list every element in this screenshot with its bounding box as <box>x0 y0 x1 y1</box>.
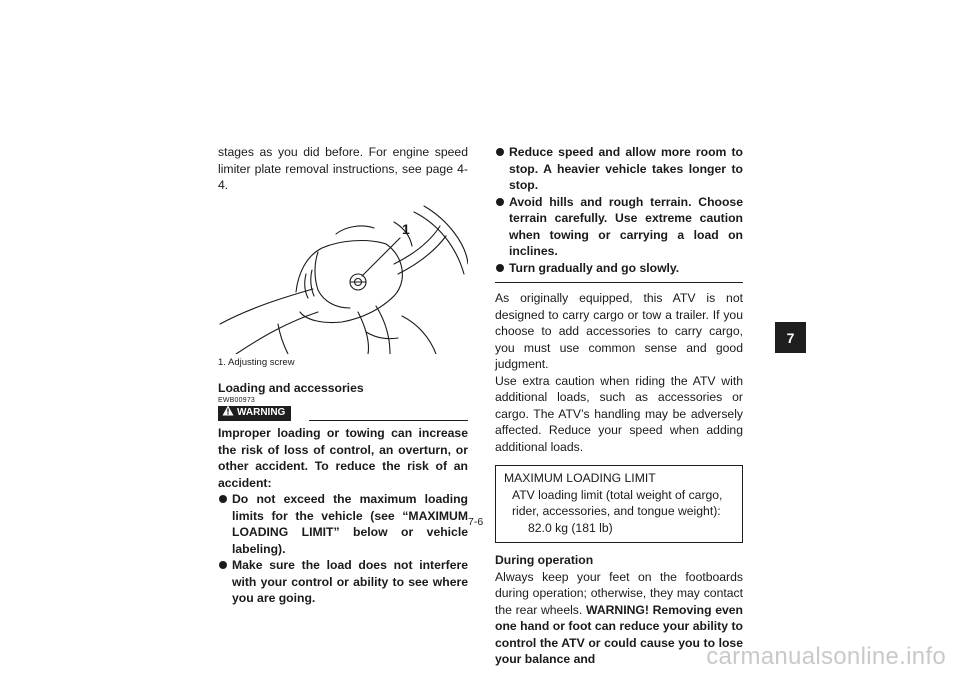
warning-header <box>218 406 468 421</box>
warning-badge <box>218 406 291 421</box>
limit-description: ATV loading limit (total weight of cargo, rider, accessories, and tongue weight): <box>512 487 723 518</box>
list-item: Avoid hills and rough terrain. Choose terrain carefully. Use extreme caution when towing or carrying a load on inclines. <box>495 194 743 260</box>
section-title-loading: Loading and accessories <box>218 380 364 395</box>
intro-paragraph: stages as you did before. For engine speed limiter plate removal instructions, see page 4-4. <box>218 145 468 192</box>
watermark: carmanualsonline.info <box>706 643 946 670</box>
cargo-paragraph: As originally equipped, this ATV is not designed to carry cargo or tow a trailer. If you choose to add accessories to carry cargo, you must use common sense and good judgment. <box>495 291 743 371</box>
figure-caption: 1. Adjusting screw <box>218 356 295 368</box>
list-item: Do not exceed the maximum loading limits for the vehicle (see “MAXIMUM LOADING LIMIT” below or vehicle labeling). <box>218 491 468 557</box>
right-column <box>495 144 743 668</box>
section-code: EWB00973 <box>218 397 256 404</box>
list-item: Make sure the load does not interfere with your control or ability to see where you are going. <box>218 557 468 607</box>
right-bullet-list <box>495 144 743 276</box>
warning-triangle-icon <box>222 405 234 423</box>
left-column <box>218 144 468 607</box>
max-loading-limit-box <box>495 465 743 543</box>
left-bullet-list <box>218 491 468 607</box>
operation-text: Always keep your feet on the footboards during operation; otherwise, they may contact the rear wheels. <box>495 569 743 617</box>
section-title-operation: During operation <box>495 553 594 567</box>
warning-text: Improper loading or towing can increase the risk of loss of control, an overturn, or other accident. To reduce the risk of an accident: <box>218 426 468 490</box>
chapter-tab: 7 <box>775 322 806 353</box>
operation-warning: WARNING! Removing even one hand or foot can reduce your ability to control the ATV or could cause you to lose your balance and <box>495 602 743 666</box>
page-number: 7-6 <box>468 516 484 528</box>
list-item: Reduce speed and allow more room to stop. A heavier vehicle takes longer to stop. <box>495 144 743 194</box>
warning-rule <box>309 420 468 421</box>
adjusting-screw-illustration <box>218 204 468 354</box>
list-item: Turn gradually and go slowly. <box>495 260 743 277</box>
warning-end-rule <box>495 282 743 283</box>
limit-title: MAXIMUM LOADING LIMIT <box>504 471 656 485</box>
callout-1: 1 <box>402 220 410 237</box>
limit-value: 82.0 kg (181 lb) <box>528 520 613 535</box>
extra-caution-paragraph: Use extra caution when riding the ATV with additional loads, such as accessories or cargo. The ATV’s handling may be adversely affected. Reduce your speed when adding additional loads. <box>495 373 743 454</box>
handlebar-drawing <box>218 204 468 354</box>
warning-label: WARNING <box>237 407 286 419</box>
